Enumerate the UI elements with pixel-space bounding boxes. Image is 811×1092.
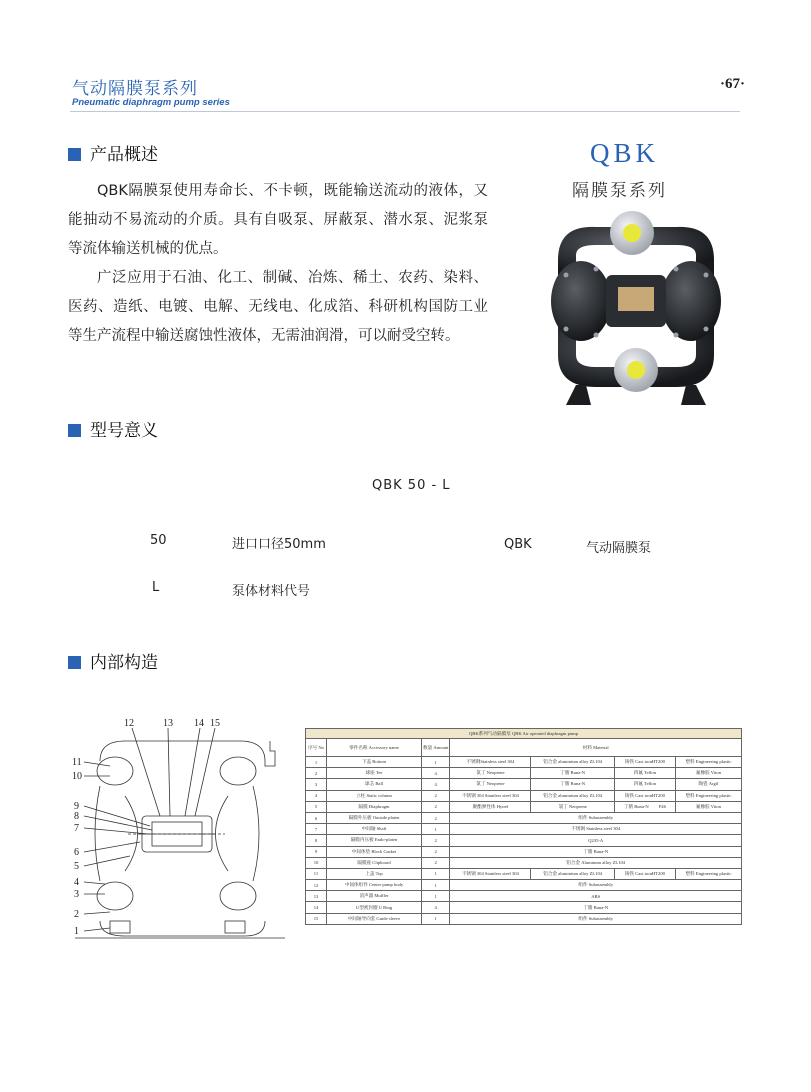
row-material: 丁腈 Buna-N [531,779,615,790]
row-material: 铸铁 Cast ironHT200 [614,757,675,768]
diagram-label-13: 13 [163,718,173,729]
header-title: 气动隔膜泵系列 [72,79,198,99]
row-material: 不锈钢Stainless steel 304 [450,757,531,768]
row-name: 中间体垫 Block Gasket [327,846,422,857]
row-material: 聚酯弹性体 Hytrel [450,801,531,812]
table-row [306,757,742,768]
row-amount: 1 [422,868,450,879]
parts-table [305,728,742,925]
row-material: 组件 Subassembly [450,812,742,823]
row-material-split [614,801,675,812]
section-structure: 内部构造 [68,648,158,673]
row-name: 球芯 Ball [327,779,422,790]
row-name: 下盖 Bottom [327,757,422,768]
row-material: 组件 Subassembly [450,880,742,891]
row-name: 立柱 Static column [327,790,422,801]
diagram-label-4: 4 [74,877,79,888]
header-divider [70,111,740,112]
row-material: ABS [450,891,742,902]
model-key-50: 50 [150,533,167,548]
diagram-label-5: 5 [74,861,79,872]
table-row [306,790,742,801]
table-row [306,812,742,823]
diagram-label-15: 15 [210,718,220,729]
row-no: 13 [306,891,327,902]
row-material: 氯丁 Neoprene [450,768,531,779]
pump-illustration [536,205,736,410]
model-desc-50: 进口口径50mm [232,537,326,552]
table-row [306,880,742,891]
product-series: 隔膜泵系列 [572,181,667,201]
diagram-label-14: 14 [194,718,204,729]
diagram-label-10: 10 [72,771,82,782]
row-material: 陶瓷 Argil [675,779,741,790]
table-caption: QBK系列气动隔膜泵 QBK Air operated diaphragm pump [306,729,742,739]
model-desc-qbk: 气动隔膜泵 [586,541,652,556]
row-material: 四氟 Teflon [614,768,675,779]
table-row [306,779,742,790]
square-bullet-icon [68,656,81,669]
row-material: 氟橡胶 Viton [675,801,741,812]
row-amount: 1 [422,913,450,924]
square-bullet-icon [68,148,81,161]
row-material: 氯丁 Neoprene [450,779,531,790]
row-material: 铸铁 Cast ironHT200 [614,868,675,879]
row-material: Q235-A [450,835,742,846]
row-material: 铝合金 aluminium alloy ZL104 [531,868,615,879]
diagram-label-11: 11 [72,757,82,768]
table-row [306,801,742,812]
row-no: 12 [306,880,327,891]
row-material: 不锈钢 304 Stainless steel 304 [450,790,531,801]
row-no: 11 [306,868,327,879]
row-amount: 2 [422,835,450,846]
row-material: 铝合金 aluminium alloy ZL104 [531,757,615,768]
header-subtitle: Pneumatic diaphragm pump series [72,97,230,108]
row-material: 丁腈 Buna-N [531,768,615,779]
row-material: 塑料 Engineering plastic [675,757,741,768]
diagram-label-7: 7 [74,823,79,834]
row-name: 中间体组件 Center pump body [327,880,422,891]
row-material: 氟橡胶 Viton [675,768,741,779]
row-no: 10 [306,857,327,868]
overview-paragraph-1: QBK隔膜泵使用寿命长、不卡顿，既能输送流动的液体，又能抽动不易流动的介质。具有自吸泵、屏蔽泵、潜水泵、泥浆泵等流体输送机械的优点。 [68,183,488,257]
table-row [306,857,742,868]
table-row [306,868,742,879]
row-amount: 2 [422,857,450,868]
row-no: 15 [306,913,327,924]
header-no: 序号 No [306,739,327,757]
row-material: 组件 Subassembly [450,913,742,924]
row-amount: 2 [422,812,450,823]
row-amount: 1 [422,824,450,835]
row-amount: 1 [422,891,450,902]
product-name: QBK [590,138,660,168]
row-material: 丁腈 Buna-N [450,902,742,913]
row-no: 8 [306,835,327,846]
row-material: 塑料 Engineering plastic [675,790,741,801]
section-model: 型号意义 [68,416,158,441]
table-row [306,913,742,924]
row-name: 隔膜外压板 Outside platen [327,812,422,823]
row-name: 上盖 Top [327,868,422,879]
row-no: 4 [306,790,327,801]
table-caption-row [306,729,742,739]
model-key-l: L [152,580,160,595]
row-amount: 4 [422,779,450,790]
table-row [306,902,742,913]
diagram-label-3: 3 [74,889,79,900]
row-amount: 1 [422,880,450,891]
diagram-label-1: 1 [74,926,79,937]
diagram-label-6: 6 [74,847,79,858]
row-name: 隔膜座 Clipboard [327,857,422,868]
table-row [306,846,742,857]
page-number: ·67· [720,76,746,92]
row-name: 消声器 Muffler [327,891,422,902]
row-no: 7 [306,824,327,835]
row-material: 铝合金 aluminium alloy ZL104 [531,790,615,801]
square-bullet-icon [68,424,81,437]
overview-text [68,177,488,351]
table-header-row [306,739,742,757]
diagram-label-9: 9 [74,801,79,812]
row-no: 14 [306,902,327,913]
model-desc-l: 泵体材料代号 [232,584,311,599]
table-row [306,891,742,902]
row-material: 四氟 Teflon [614,779,675,790]
row-no: 1 [306,757,327,768]
row-amount: 2 [422,846,450,857]
row-material: 丁腈 Buna-N [623,803,649,809]
header-name: 零件名称 Accessory name [327,739,422,757]
row-name: 中间轴导向套 Guide sleeve [327,913,422,924]
model-code: QBK 50 - L [372,478,451,493]
row-material: 铝合金 Aluminum alloy ZL104 [450,857,742,868]
table-row [306,824,742,835]
row-no: 3 [306,779,327,790]
pump-cross-section-diagram [70,716,296,946]
row-material: 铸铁 Cast ironHT200 [614,790,675,801]
row-name: 球座 Tee [327,768,422,779]
row-amount: 2 [422,790,450,801]
section-overview: 产品概述 [68,140,158,165]
row-no: 6 [306,812,327,823]
table-row [306,835,742,846]
row-name: 隔膜 Diaphragm [327,801,422,812]
diagram-label-12: 12 [124,718,134,729]
row-amount: 4 [422,902,450,913]
row-amount: 2 [422,801,450,812]
row-material: 丁腈 Buna-N [450,846,742,857]
row-no: 9 [306,846,327,857]
header-amount: 数量 Amount [422,739,450,757]
row-material: 不锈钢 Stainless steel 304 [450,824,742,835]
row-name: 中间轴 Shaft [327,824,422,835]
row-no: 5 [306,801,327,812]
row-material: 塑料 Engineering plastic [675,868,741,879]
row-amount: 1 [422,757,450,768]
diagram-label-8: 8 [74,811,79,822]
row-material: 不锈钢 304 Stainless steel 304 [450,868,531,879]
row-amount: 4 [422,768,450,779]
row-material: 氯丁 Neoprene [531,801,615,812]
row-material: F46 [658,803,666,809]
row-name: U型密封圈 U Ring [327,902,422,913]
header-material: 材料 Material [450,739,742,757]
overview-paragraph-2: 广泛应用于石油、化工、制碱、冶炼、稀土、农药、染料、医药、造纸、电镀、电解、无线电、化成箔、科研机构国防工业等生产流程中输送腐蚀性液体，无需油润滑，可以耐受空转。 [68,270,488,344]
diagram-label-2: 2 [74,909,79,920]
table-row [306,768,742,779]
row-no: 2 [306,768,327,779]
row-name: 隔膜内压板 Endo-platen [327,835,422,846]
model-key-qbk: QBK [504,537,532,552]
